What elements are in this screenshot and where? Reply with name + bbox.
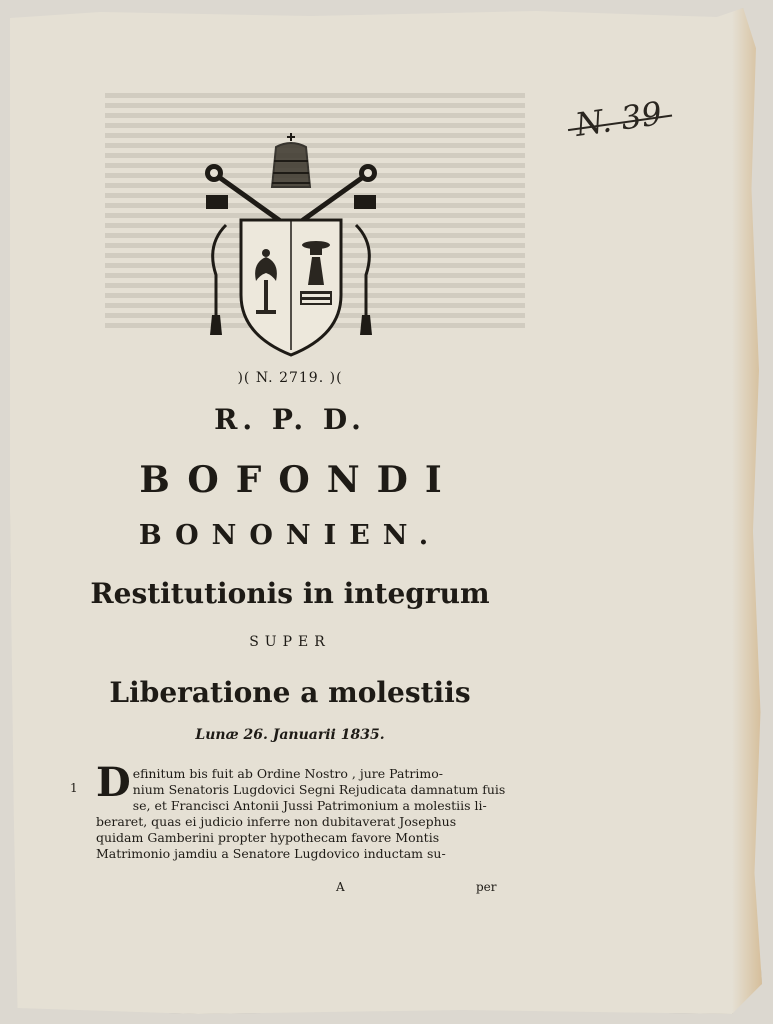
signature-mark: A: [336, 880, 345, 894]
body-line: efinitum bis fuit ab Ordine Nostro , jure Patrimo-: [132, 766, 443, 781]
document-page: [10, 8, 762, 1014]
document-number: )( N. 2719. )(: [237, 370, 343, 386]
subject-heading: Restitutionis in integrum: [90, 577, 490, 610]
drop-cap: D: [96, 759, 131, 806]
body-line: beraret, quas ei judicio inferre non dubitaverat Josephus: [96, 814, 457, 829]
hearing-date: Lunæ 26. Januarii 1835.: [195, 727, 385, 743]
body-line: quidam Gamberini propter hypothecam favore Montis: [96, 830, 440, 845]
body-paragraph: [96, 759, 516, 862]
page-edge-stain: [732, 8, 762, 1014]
paragraph-number: 1: [70, 781, 78, 795]
rpd-heading: R. P. D.: [214, 403, 366, 436]
title-name: BOFONDI: [139, 459, 459, 501]
handwritten-inventory-number: N. 39: [572, 94, 665, 144]
title-city: BONONIEN.: [138, 520, 442, 551]
matter-heading: Liberatione a molestiis: [109, 676, 471, 709]
body-line: nium Senatoris Lugdovici Segni Rejudicata damnatum fuis: [132, 782, 506, 797]
body-line: se, et Francisci Antonii Jussi Patrimonium a molestiis li-: [132, 798, 487, 813]
super-heading: SUPER: [249, 634, 331, 650]
papal-coat-of-arms: [196, 125, 386, 360]
body-line: Matrimonio jamdiu a Senatore Lugdovico inductam su-: [96, 846, 446, 861]
catchword: per: [476, 880, 497, 894]
